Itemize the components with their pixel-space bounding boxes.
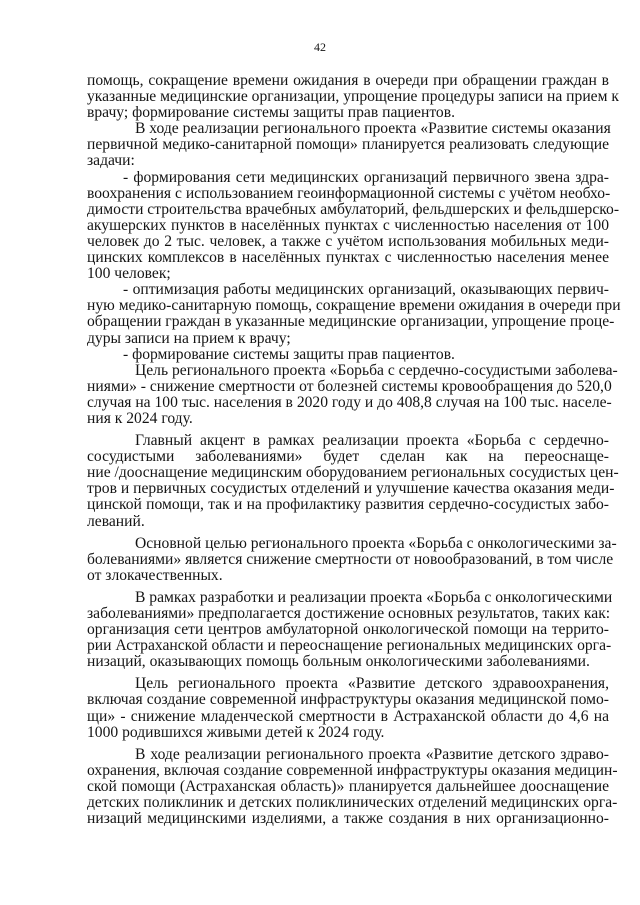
body-text xyxy=(87,72,621,828)
text-line: сосудистыми заболеваниями» будет сделан как на переоснаще- xyxy=(87,448,609,466)
text-line: задачи: xyxy=(87,152,135,170)
text-line: охранения, включая создание современной инфраструктуры оказания медицин- xyxy=(87,761,618,779)
text-line: В ходе реализации регионального проекта «Развитие системы оказания xyxy=(135,120,611,138)
text-line: включая создание современной инфраструктуры оказания медицинской помо- xyxy=(87,691,609,709)
text-line: заболеваниями» предполагается достижение основных результатов, таких как: xyxy=(87,605,611,622)
page-number: 42 xyxy=(314,40,326,54)
text-line: щи» - снижение младенческой смертности в Астраханской области до 4,6 на xyxy=(87,707,609,725)
text-line: Главный акцент в рамках реализации проекта «Борьба с сердечно- xyxy=(135,432,609,450)
text-line: В рамках разработки и реализации проекта «Борьба с онкологическими xyxy=(135,588,613,606)
text-line: ние /дооснащение медицинским оборудованием региональных сосудистых цен- xyxy=(87,464,619,482)
list-item-line: - формирования сети медицинских организаций первичного звена здра- xyxy=(123,168,609,186)
text-line: воохранения с использованием геоинформационной системы с учётом необхо- xyxy=(87,184,611,202)
text-line: цинских комплексов в населённых пунктах с численностью населения менее xyxy=(87,249,609,267)
text-line: акушерских пунктов в населённых пунктах с численностью населения от 100 xyxy=(87,216,609,234)
text-line: ской помощи (Астраханская область)» планируется дальнейшее дооснащение xyxy=(87,777,609,795)
text-line: димости строительства врачебных амбулаторий, фельдшерских и фельдшерско- xyxy=(87,200,620,218)
text-line: указанные медицинские организации, упрощение процедуры записи на прием к xyxy=(87,88,619,106)
text-line: человек до 2 тыс. человек, а также с учётом использования мобильных меди- xyxy=(87,232,609,250)
text-line: врачу; формирование системы защиты прав пациентов. xyxy=(87,104,455,122)
text-line: ную медико-санитарную помощь, сокращение времени ожидания в очереди при xyxy=(87,297,621,315)
text-line: В ходе реализации регионального проекта «Развитие детского здраво- xyxy=(135,745,609,763)
text-line: рии Астраханской области и переоснащение региональных медицинских орга- xyxy=(87,637,612,655)
text-line: случая на 100 тыс. населения в 2020 году и до 408,8 случая на 100 тыс. населе- xyxy=(87,393,612,411)
text-line: болеваниями» является снижение смертности от новообразований, в том числе xyxy=(87,550,614,568)
text-line: леваний. xyxy=(87,512,145,530)
text-line: 100 человек; xyxy=(87,265,171,283)
text-line: тров и первичных сосудистых отделений и улучшение качества оказания меди- xyxy=(87,480,615,498)
text-line: помощь, сокращение времени ожидания в очереди при обращении граждан в xyxy=(87,72,609,89)
text-line: первичной медико-санитарной помощи» планируется реализовать следующие xyxy=(87,136,609,154)
text-line: ния к 2024 году. xyxy=(87,409,193,427)
text-line: низаций медицинскими изделиями, а также создания в них организационно- xyxy=(87,810,609,828)
text-line: дуры записи на прием к врачу; xyxy=(87,329,291,347)
text-line: организация сети центров амбулаторной онкологической помощи на террито- xyxy=(87,621,609,639)
text-line: Основной целью регионального проекта «Борьба с онкологическими за- xyxy=(135,534,617,552)
text-line: детских поликлиник и детских поликлинических отделений медицинских орга- xyxy=(87,794,618,812)
text-line: от злокачественных. xyxy=(87,566,223,584)
text-line: Цель регионального проекта «Развитие детского здравоохранения, xyxy=(135,675,609,693)
list-item-line: - формирование системы защиты прав пациентов. xyxy=(123,345,455,363)
text-line: 1000 родившихся живыми детей к 2024 году. xyxy=(87,723,385,741)
text-line: цинской помощи, так и на профилактику развития сердечно-сосудистых забо- xyxy=(87,496,609,514)
text-line: обращении граждан в указанные медицинские организации, упрощение проце- xyxy=(87,313,615,331)
text-line: низаций, оказывающих помощь больным онкологическими заболеваниями. xyxy=(87,653,590,671)
text-line: Цель регионального проекта «Борьба с сердечно-сосудистыми заболева- xyxy=(135,361,618,379)
text-line: ниями» - снижение смертности от болезней системы кровообращения до 520,0 xyxy=(87,377,612,395)
list-item-line: - оптимизация работы медицинских организаций, оказывающих первич- xyxy=(123,281,609,299)
